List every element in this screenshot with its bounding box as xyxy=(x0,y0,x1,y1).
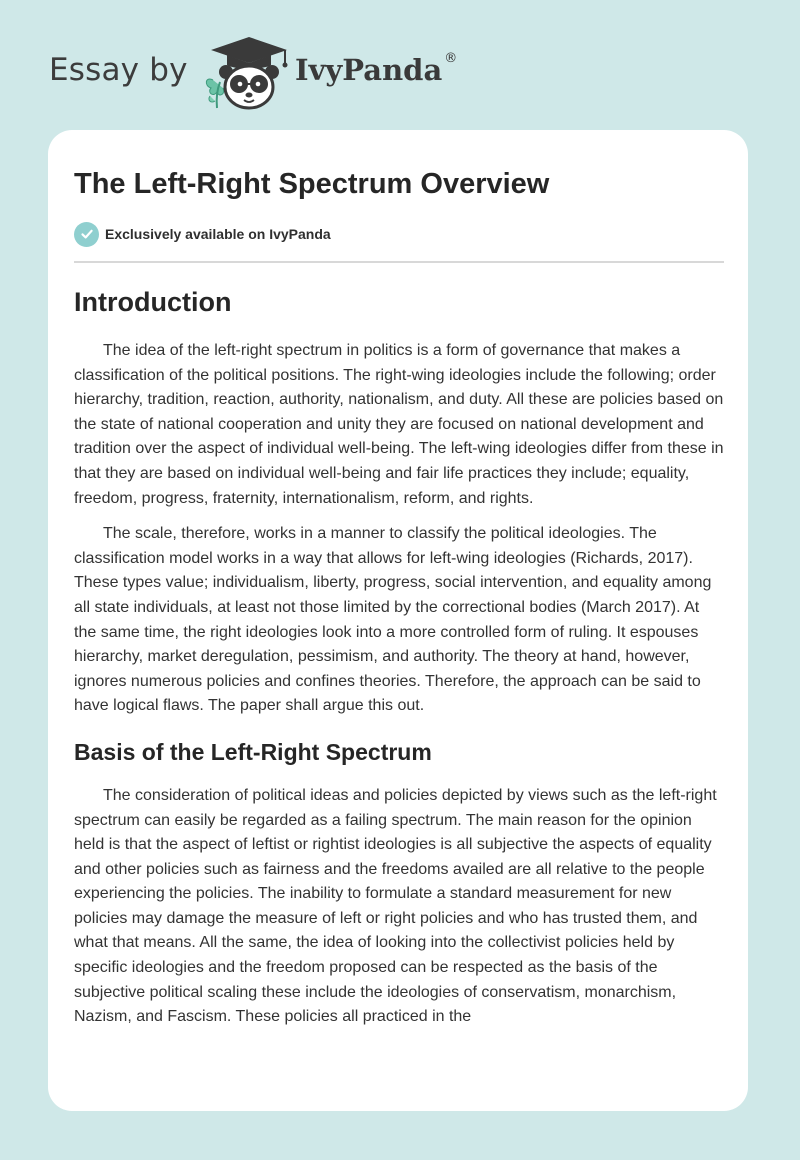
brand-prefix: Essay by xyxy=(49,52,188,88)
section-heading-basis: Basis of the Left-Right Spectrum xyxy=(74,738,432,765)
section-heading-introduction: Introduction xyxy=(74,287,232,317)
page-title: The Left-Right Spectrum Overview xyxy=(74,168,550,200)
brand-name-text: IvyPanda xyxy=(295,53,443,87)
paragraph: The idea of the left-right spectrum in politics is a form of governance that makes a classification of the political positions. The right-wing ideologies include the following; order hierarchy, tradition, reaction, authority, nationalism, and duty. All these are policies based on the state of national cooperation and unity they are focused on national development and tradition over the aspect of individual well-being. The left-wing ideologies differ from these in that they are based on individual well-being and fair life practices they include; equality, freedom, progress, fraternity, internationalism, reform, and rights. xyxy=(74,342,724,507)
exclusive-label: Exclusively available on IvyPanda xyxy=(105,226,331,242)
site-header xyxy=(49,34,469,110)
essay-card xyxy=(48,130,748,1111)
check-circle-icon xyxy=(74,222,99,247)
paragraph: The scale, therefore, works in a manner to classify the political ideologies. The classification model works in a way that allows for left-wing ideologies (Richards, 2017). These types value; individualism, liberty, progress, social intervention, and equality among all state individuals, at least not those limited by the correctional bodies (March 2017). At the same time, the right ideologies look into a more controlled form of ruling. It espouses hierarchy, market deregulation, pessimism, and authority. The theory at hand, however, ignores numerous policies and confines theories. Therefore, the approach can be said to have logical flaws. The paper shall argue this out. xyxy=(74,525,712,715)
graduation-panda-logo-icon xyxy=(199,34,291,110)
paragraph: The consideration of political ideas and policies depicted by views such as the left-right spectrum can easily be regarded as a failing spectrum. The main reason for the opinion held is that the aspect of leftist or rightist ideologies is all subjective the aspects of equality and other policies such as fairness and the freedoms availed are all relative to the people experiencing the policies. The inability to formulate a standard measurement for new policies may damage the measure of left or right policies and who has trusted them, and what that means. All the same, the idea of looking into the collectivist policies held by specific ideologies and the freedom proposed can be respected as the basis of the subjective political scaling these include the ideologies of conservatism, monarchism, Nazism, and Fascism. These policies all practiced in the xyxy=(74,786,717,1026)
exclusive-notice xyxy=(74,221,331,247)
brand-name xyxy=(295,53,457,87)
title-divider xyxy=(74,261,724,263)
essay-body xyxy=(74,280,724,1030)
registered-mark: ® xyxy=(444,51,458,66)
